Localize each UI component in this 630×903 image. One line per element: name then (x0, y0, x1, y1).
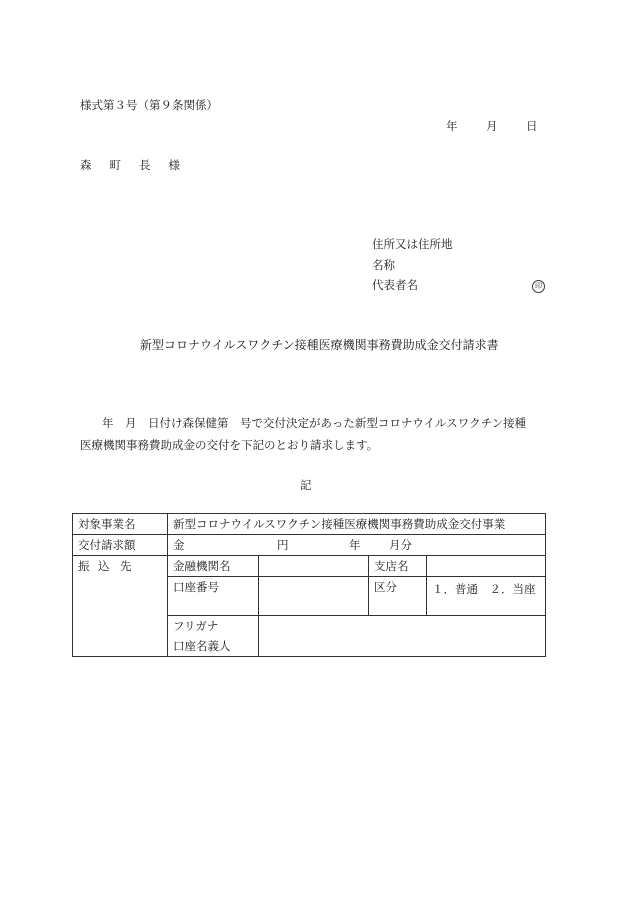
furigana-label: フリガナ (168, 616, 259, 637)
request-table (72, 513, 546, 657)
document-title: 新型コロナウイルスワクチン接種医療機関事務費助成金交付請求書 (140, 338, 499, 352)
amount-field[interactable] (168, 535, 546, 556)
date-year: 年 (446, 119, 458, 133)
transfer-to-label (73, 556, 168, 657)
addressee (80, 160, 198, 172)
name-label: 名称 (372, 258, 395, 272)
target-project-value: 新型コロナウイルスワクチン接種医療機関事務費助成金交付事業 (168, 514, 546, 535)
yen-label: 円 (277, 538, 289, 552)
addressee-char: 長 (139, 158, 151, 172)
body-line-2: 医療機関事務費助成金の交付を下記のとおり請求します。 (80, 438, 379, 452)
target-project-label: 対象事業名 (73, 514, 168, 535)
branch-name-label: 支店名 (369, 556, 427, 577)
addressee-char: 森 (80, 158, 92, 172)
account-number-label: 口座番号 (168, 577, 259, 616)
bank-name-field[interactable] (259, 556, 369, 577)
address-label: 住所又は住所地 (372, 237, 453, 251)
seal-mark (532, 279, 545, 293)
table-row (73, 556, 546, 577)
addressee-char: 様 (168, 158, 180, 172)
representative-label: 代表者名 (372, 278, 418, 292)
body-line-1: 年 月 日付け森保健第 号で交付決定があった新型コロナウイルスワクチン接種 (102, 416, 527, 430)
account-holder-label: 口座名義人 (168, 636, 259, 657)
date-month: 月 (486, 119, 498, 133)
date-day: 日 (526, 119, 538, 133)
branch-name-field[interactable] (427, 556, 546, 577)
account-type-options[interactable]: １．普通 ２．当座 (427, 577, 546, 616)
table-row (73, 535, 546, 556)
kin-label: 金 (173, 538, 185, 552)
account-holder-field[interactable] (259, 636, 546, 657)
ki-heading: 記 (300, 478, 312, 492)
date-line (446, 121, 538, 133)
addressee-char: 町 (109, 158, 121, 172)
seal-icon: 印 (532, 280, 545, 293)
transfer-char: 込 (98, 559, 110, 573)
month-portion-label: 月分 (389, 538, 412, 552)
account-type-label: 区分 (369, 577, 427, 616)
furigana-field[interactable] (259, 616, 546, 637)
year-label: 年 (349, 538, 361, 552)
amount-label: 交付請求額 (73, 535, 168, 556)
transfer-char: 先 (120, 559, 132, 573)
account-number-field[interactable] (259, 577, 369, 616)
transfer-char: 振 (78, 559, 90, 573)
table-row (73, 514, 546, 535)
form-number: 様式第３号（第９条関係） (80, 98, 218, 112)
bank-name-label: 金融機関名 (168, 556, 259, 577)
